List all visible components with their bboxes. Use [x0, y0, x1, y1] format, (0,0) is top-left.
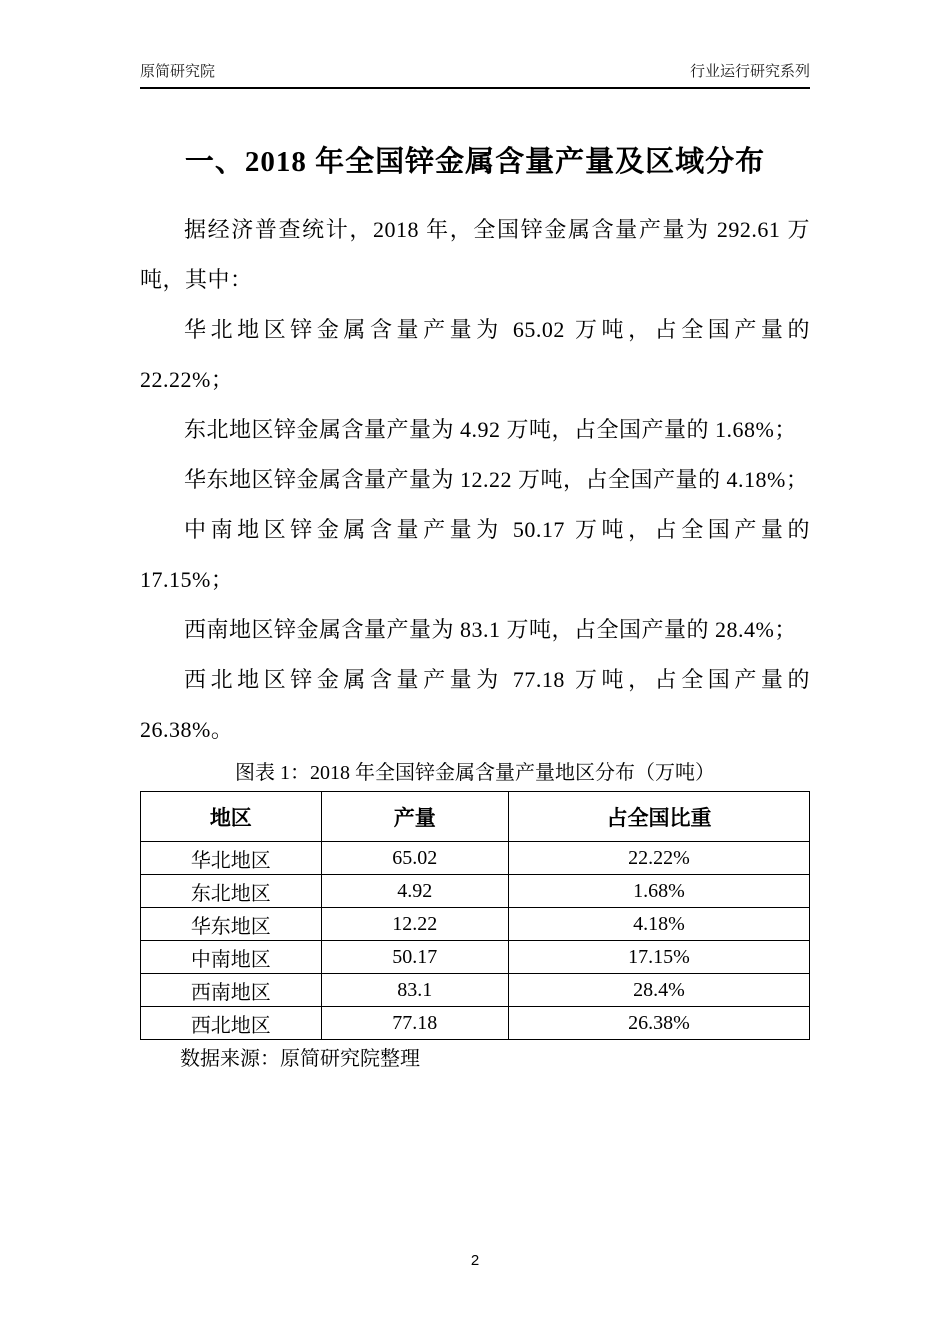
data-table: [140, 791, 810, 1040]
cell-share: 22.22%: [508, 842, 809, 875]
page-footer: [0, 1252, 950, 1269]
table-row: [141, 941, 810, 974]
cell-output: 77.18: [321, 1007, 508, 1040]
table-row: [141, 842, 810, 875]
paragraph-xibei: 西北地区锌金属含量产量为 77.18 万吨，占全国产量的 26.38%。: [140, 667, 810, 742]
cell-share: 1.68%: [508, 875, 809, 908]
cell-output: 83.1: [321, 974, 508, 1007]
cell-region: 西南地区: [141, 974, 322, 1007]
cell-region: 东北地区: [141, 875, 322, 908]
cell-region: 中南地区: [141, 941, 322, 974]
column-header-share: 占全国比重: [508, 792, 809, 842]
cell-region: 华北地区: [141, 842, 322, 875]
page-header: [140, 62, 810, 82]
paragraph-huadong: 华东地区锌金属含量产量为 12.22 万吨，占全国产量的 4.18%；: [184, 467, 809, 492]
table-header-row: [141, 792, 810, 842]
data-source: 数据来源：原简研究院整理: [180, 1048, 420, 1070]
header-divider: [140, 87, 810, 89]
table-row: [141, 908, 810, 941]
table-row: [141, 974, 810, 1007]
header-right-text: 行业运行研究系列: [689, 63, 810, 80]
cell-output: 50.17: [321, 941, 508, 974]
page-number: 2: [470, 1252, 480, 1269]
cell-region: 华东地区: [141, 908, 322, 941]
table-row: [141, 875, 810, 908]
cell-output: 12.22: [321, 908, 508, 941]
cell-share: 4.18%: [508, 908, 809, 941]
paragraph-intro: 据经济普查统计，2018 年，全国锌金属含量产量为 292.61 万吨，其中：: [140, 217, 810, 292]
column-header-output: 产量: [321, 792, 508, 842]
cell-share: 28.4%: [508, 974, 809, 1007]
paragraph-dongbei: 东北地区锌金属含量产量为 4.92 万吨，占全国产量的 1.68%；: [184, 417, 797, 442]
cell-share: 26.38%: [508, 1007, 809, 1040]
cell-output: 65.02: [321, 842, 508, 875]
table-caption: 图表 1：2018 年全国锌金属含量产量地区分布（万吨）: [235, 762, 715, 784]
body-text: [140, 205, 810, 755]
paragraph-huabei: 华北地区锌金属含量产量为 65.02 万吨，占全国产量的 22.22%；: [140, 317, 810, 392]
cell-region: 西北地区: [141, 1007, 322, 1040]
cell-output: 4.92: [321, 875, 508, 908]
table-row: [141, 1007, 810, 1040]
header-left-text: 原简研究院: [140, 63, 216, 80]
column-header-region: 地区: [141, 792, 322, 842]
paragraph-zhongnan: 中南地区锌金属含量产量为 50.17 万吨，占全国产量的 17.15%；: [140, 517, 810, 592]
cell-share: 17.15%: [508, 941, 809, 974]
section-title: 一、2018 年全国锌金属含量产量及区域分布: [184, 146, 766, 178]
paragraph-xinan: 西南地区锌金属含量产量为 83.1 万吨，占全国产量的 28.4%；: [184, 617, 797, 642]
